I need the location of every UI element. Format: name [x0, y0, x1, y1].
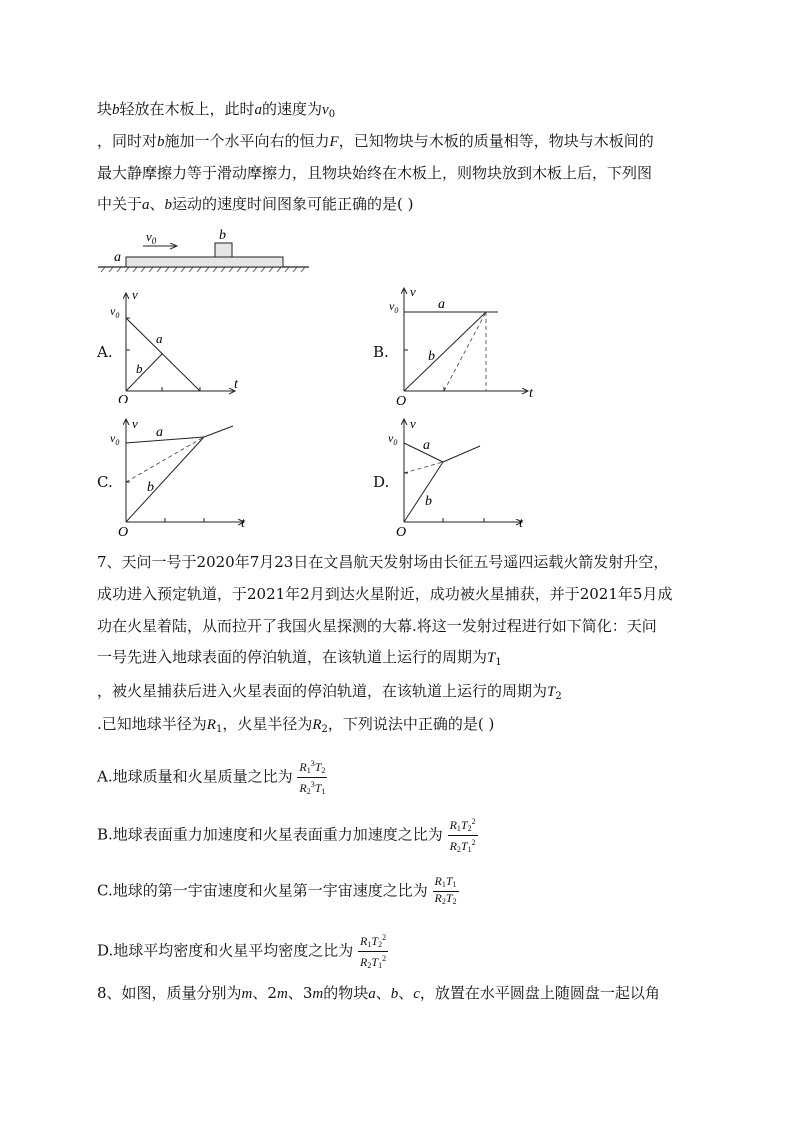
svg-text:a: a [423, 438, 430, 453]
q6-line-2: ，同时对b施加一个水平向右的恒力F，已知物块与木板的质量相等，物块与木板间的 [97, 132, 654, 150]
graph-c [110, 415, 260, 540]
fig-v0-label: $v_0$ [146, 229, 157, 246]
q7-option-d: D.地球平均密度和火星平均密度之比为 $\frac{R1T2^2}{R2T1^2}$ [97, 933, 387, 970]
q6-line-1: 块b轻放在木板上，此时a的速度为$v_0$ [97, 100, 336, 120]
q7-line-2: 成功进入预定轨道，于2021年2月到达火星附近，成功被火星捕获，并于2021年5月成 [97, 585, 673, 603]
svg-text:v0: $v_0$ [110, 431, 120, 447]
q7-option-c: C.地球的第一宇宙速度和火星第一宇宙速度之比为 $\frac{R1T1}{R2T2}$ [97, 874, 457, 906]
svg-text:t: t [519, 516, 523, 531]
fig-b-label: b [219, 228, 226, 243]
svg-text:a: a [156, 425, 163, 440]
option-d-label: D. [373, 473, 390, 491]
svg-text:v0: $v_0$ [388, 431, 398, 447]
svg-text:t: t [241, 516, 245, 531]
q8-line-1: 8、如图，质量分别为m、2m、3m的物块a、b、c，放置在水平圆盘上随圆盘一起以角 [97, 984, 660, 1002]
svg-text:v0: $v_0$ [110, 304, 120, 320]
line-b [404, 312, 486, 391]
fraction-a: $\frac{R1^3T2}{R2^3T1}$ [299, 759, 326, 796]
line-b [404, 462, 443, 522]
q6-line-3: 最大静摩擦力等于滑动摩擦力，且物块始终在木板上，则物块放到木板上后，下列图 [97, 164, 653, 182]
svg-text:v: v [132, 416, 138, 431]
q7-line-5: ，被火星捕获后进入火星表面的停泊轨道，在该轨道上运行的周期为$T_2$ [97, 682, 562, 702]
fraction-b: $\frac{R1T2^2}{R2T1^2}$ [449, 817, 476, 854]
svg-text:t: t [234, 377, 238, 392]
svg-text:O: O [118, 393, 129, 403]
option-b-label: B. [373, 343, 389, 361]
fig-a-label: a [114, 250, 121, 265]
board-block-figure [95, 225, 315, 275]
q7-option-b: B.地球表面重力加速度和火星表面重力加速度之比为 $\frac{R1T2^2}{R2T1^2}$ [97, 817, 476, 854]
svg-text:v: v [410, 284, 416, 299]
q7-line-4: 一号先进入地球表面的停泊轨道，在该轨道上运行的周期为$T_1$ [97, 648, 502, 668]
q7-line-1: 7、天问一号于2020年7月23日在文昌航天发射场由长征五号遥四运载火箭发射升空， [97, 553, 669, 571]
block-rect [215, 243, 232, 257]
svg-text:O: O [396, 525, 407, 540]
q7-option-a: A.地球质量和火星质量之比为 $\frac{R1^3T2}{R2^3T1}$ [97, 759, 326, 796]
q7-line-6: .已知地球半径为$R_1$，火星半径为$R_2$，下列说法中正确的是( ) [97, 715, 495, 735]
svg-text:a: a [438, 297, 445, 312]
svg-text:b: b [147, 480, 154, 495]
svg-text:b: b [428, 349, 435, 364]
svg-text:a: a [156, 331, 163, 346]
svg-text:t: t [529, 386, 533, 401]
svg-text:O: O [396, 394, 407, 409]
option-c-label: C. [97, 473, 113, 491]
board-rect [126, 257, 283, 267]
svg-text:v: v [132, 288, 138, 302]
graph-b [386, 284, 546, 409]
fraction-d: $\frac{R1T2^2}{R2T1^2}$ [360, 933, 387, 970]
line-a [126, 437, 204, 443]
line-b [126, 354, 162, 391]
q7-line-3: 功在火星着陆，从而拉开了我国火星探测的大幕.将这一发射过程进行如下简化：天问 [97, 617, 657, 635]
svg-text:b: b [425, 494, 432, 509]
svg-text:b: b [136, 361, 143, 376]
graph-a [110, 288, 250, 403]
option-a-label: A. [97, 343, 113, 361]
graph-d [388, 415, 538, 540]
svg-text:v: v [410, 416, 416, 431]
svg-text:O: O [118, 525, 129, 540]
fraction-c: $\frac{R1T1}{R2T2}$ [434, 874, 457, 906]
svg-text:v0: $v_0$ [389, 299, 399, 315]
q6-line-4: 中关于a、b运动的速度时间图象可能正确的是( ) [97, 195, 414, 213]
line-b [126, 437, 204, 522]
